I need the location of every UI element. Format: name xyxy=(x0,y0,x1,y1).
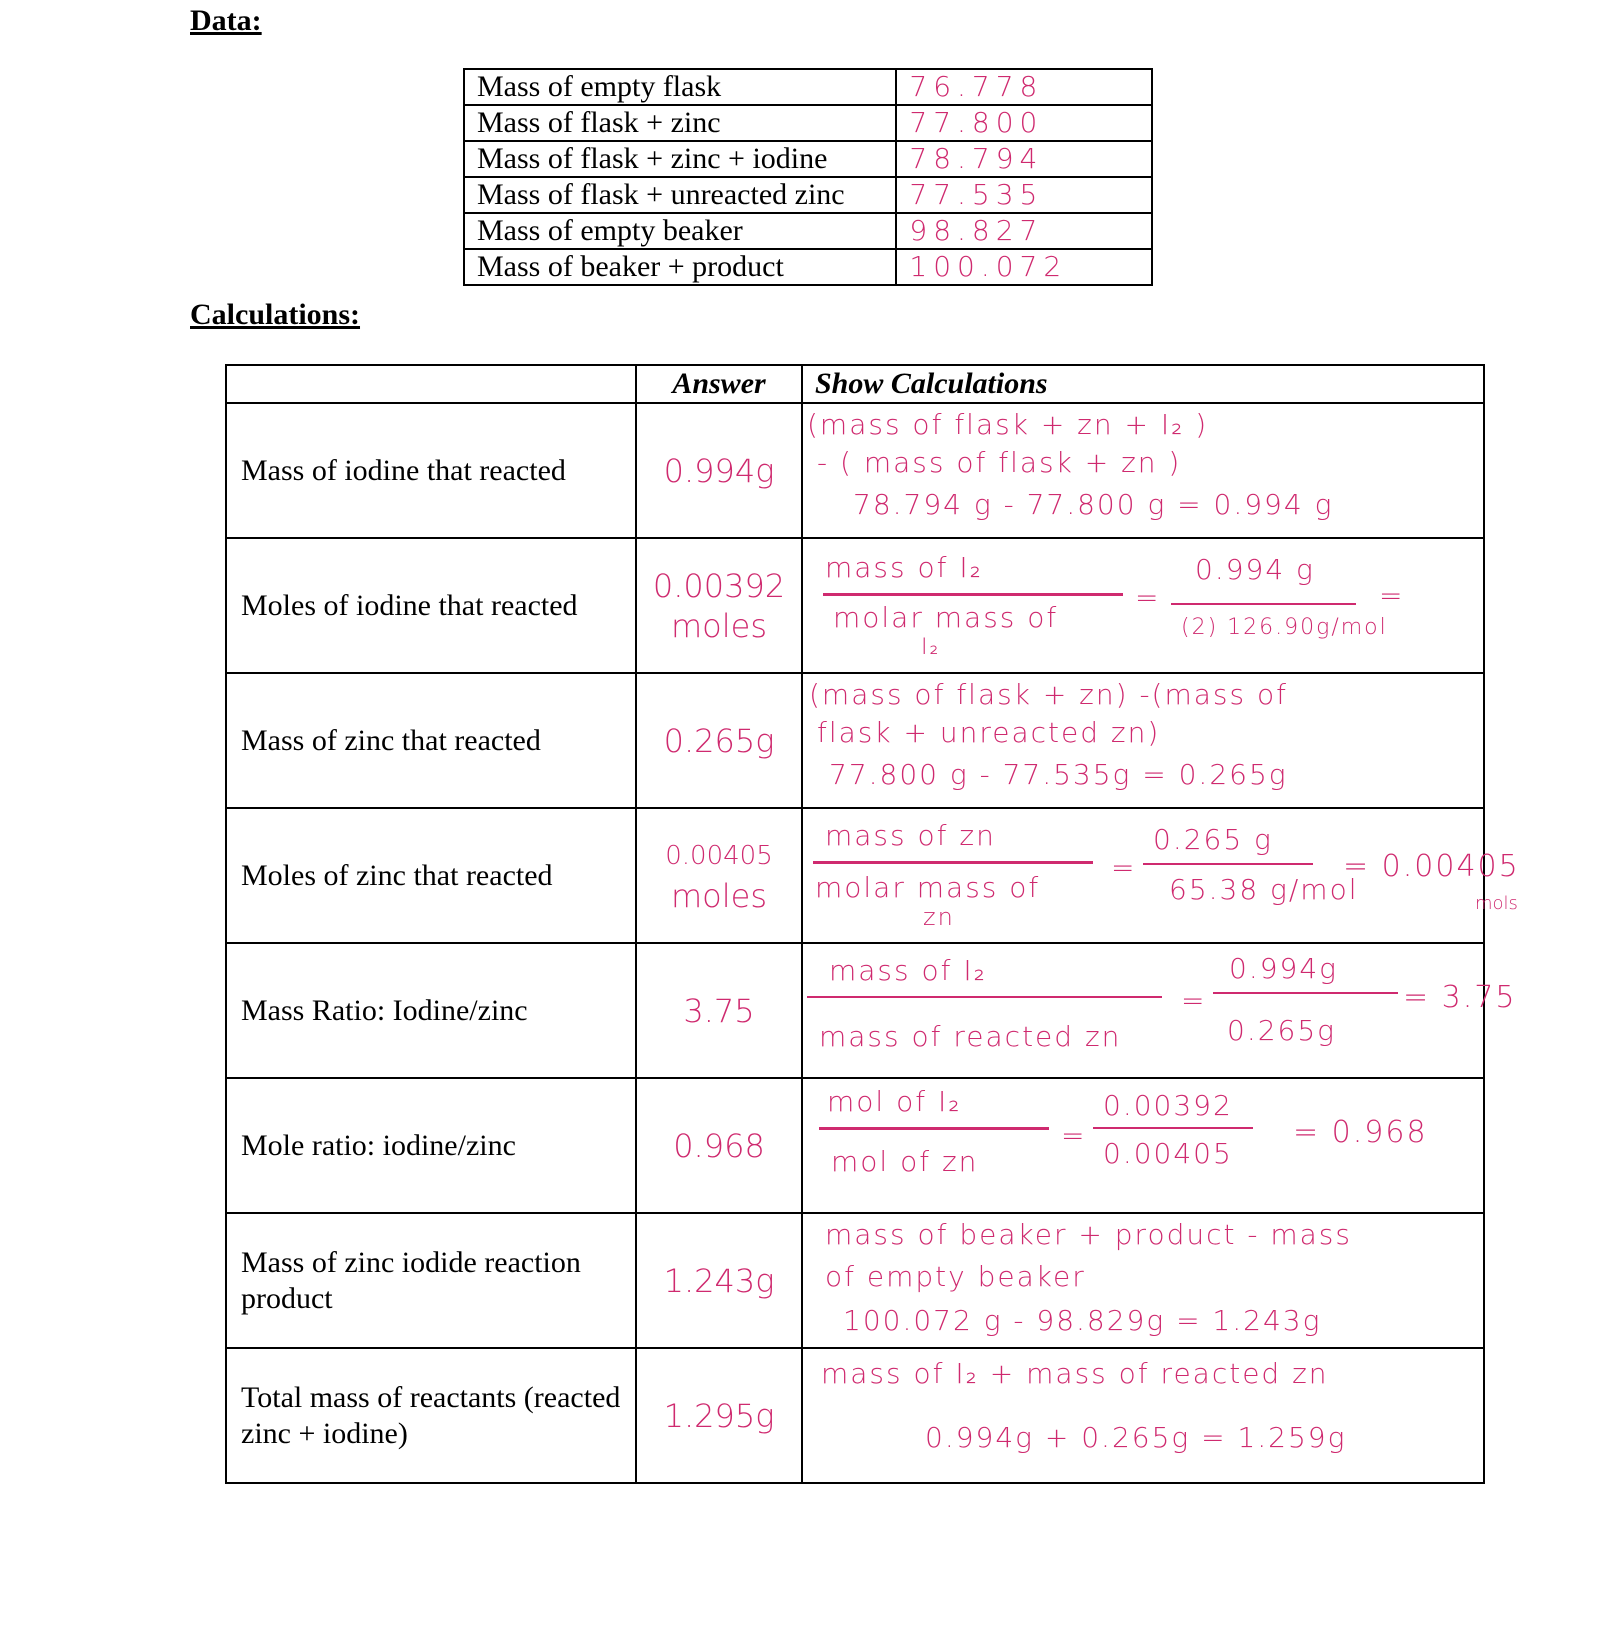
work-line: mass of beaker + product - mass xyxy=(825,1218,1352,1251)
answer-line: 0.00392 xyxy=(652,566,786,605)
result-unit: mols xyxy=(1475,893,1518,914)
header-blank xyxy=(226,365,636,403)
work-line: (mass of flask + zn + I₂ ) xyxy=(807,408,1209,441)
table-row xyxy=(464,249,1152,285)
data-label: Mass of flask + zinc xyxy=(464,105,896,141)
work-line: of empty beaker xyxy=(825,1260,1086,1293)
work-line: 77.800 g - 77.535g = 0.265g xyxy=(829,758,1288,791)
table-row xyxy=(226,673,1484,808)
data-label: Mass of empty beaker xyxy=(464,213,896,249)
calculations-table xyxy=(225,364,1520,1484)
work-line: - ( mass of flask + zn ) xyxy=(817,446,1182,479)
fraction-bar xyxy=(1093,1127,1253,1129)
data-value: 98.827 xyxy=(896,213,1152,249)
fraction-bar xyxy=(1171,603,1356,605)
quantity-label: Mass Ratio: Iodine/zinc xyxy=(226,943,636,1078)
work-cell xyxy=(802,1348,1484,1483)
data-value: 76.778 xyxy=(896,69,1152,105)
answer-value: 0.265g xyxy=(636,673,802,808)
calculations-heading: Calculations: xyxy=(190,298,361,331)
data-value: 77.535 xyxy=(896,177,1152,213)
numerator: 0.994 g xyxy=(1195,553,1315,586)
data-table xyxy=(463,68,1153,286)
table-row xyxy=(464,177,1152,213)
data-value: 100.072 xyxy=(896,249,1152,285)
work-cell xyxy=(802,808,1520,943)
answer-value xyxy=(636,808,802,943)
answer-value: 1.295g xyxy=(636,1348,802,1483)
work-line: 0.994g + 0.265g = 1.259g xyxy=(925,1421,1347,1454)
numerator: 0.994g xyxy=(1229,952,1338,985)
table-row xyxy=(226,1078,1484,1213)
equals-sign: = xyxy=(1181,984,1207,1017)
denominator: 0.265g xyxy=(1227,1014,1336,1047)
quantity-label: Mass of zinc that reacted xyxy=(226,673,636,808)
fraction-bar xyxy=(1213,992,1398,994)
denominator: I₂ xyxy=(921,635,941,660)
table-row xyxy=(226,538,1484,673)
numerator: mol of I₂ xyxy=(827,1085,962,1118)
numerator: mass of I₂ xyxy=(829,954,987,987)
denominator: (2) 126.90g/mol xyxy=(1181,615,1388,640)
fraction-bar xyxy=(823,593,1123,596)
numerator: 0.00392 xyxy=(1103,1089,1233,1122)
numerator: mass of I₂ xyxy=(825,551,983,584)
denominator: mass of reacted zn xyxy=(819,1020,1122,1053)
work-cell xyxy=(802,538,1484,673)
quantity-label: Total mass of reactants (reacted zinc + iodine) xyxy=(226,1348,636,1483)
quantity-label: Mole ratio: iodine/zinc xyxy=(226,1078,636,1213)
data-label: Mass of empty flask xyxy=(464,69,896,105)
result: = 3.75 xyxy=(1403,980,1517,1015)
fraction-bar xyxy=(813,861,1093,864)
equals-sign: = xyxy=(1111,851,1137,884)
fraction-bar xyxy=(819,1127,1049,1130)
table-row xyxy=(226,1348,1484,1483)
answer-line: 0.00405 xyxy=(665,840,773,871)
data-label: Mass of flask + zinc + iodine xyxy=(464,141,896,177)
table-row xyxy=(464,213,1152,249)
work-line: 78.794 g - 77.800 g = 0.994 g xyxy=(853,488,1334,521)
denominator: zn xyxy=(923,903,955,931)
quantity-label: Moles of iodine that reacted xyxy=(226,538,636,673)
answer-value: 0.994g xyxy=(636,403,802,538)
answer-unit: moles xyxy=(671,606,767,645)
data-label: Mass of flask + unreacted zinc xyxy=(464,177,896,213)
denominator: molar mass of xyxy=(833,601,1059,634)
header-show-calculations: Show Calculations xyxy=(802,365,1484,403)
table-row xyxy=(226,403,1484,538)
fraction-bar xyxy=(807,996,1162,998)
work-line: 100.072 g - 98.829g = 1.243g xyxy=(843,1304,1322,1337)
quantity-label: Mass of iodine that reacted xyxy=(226,403,636,538)
data-label: Mass of beaker + product xyxy=(464,249,896,285)
table-row xyxy=(226,943,1484,1078)
quantity-label: Mass of zinc iodide reaction product xyxy=(226,1213,636,1348)
answer-value: 1.243g xyxy=(636,1213,802,1348)
data-value: 78.794 xyxy=(896,141,1152,177)
table-row xyxy=(464,105,1152,141)
header-answer: Answer xyxy=(636,365,802,403)
header-row xyxy=(226,365,1484,403)
numerator: mass of zn xyxy=(825,819,996,852)
equals-sign: = xyxy=(1061,1119,1087,1152)
work-cell xyxy=(802,403,1484,538)
table-row xyxy=(226,1213,1484,1348)
numerator: 0.265 g xyxy=(1153,823,1273,856)
answer-value: 3.75 xyxy=(636,943,802,1078)
answer-unit: moles xyxy=(671,876,767,915)
denominator: 65.38 g/mol xyxy=(1169,873,1359,906)
equals-sign: = xyxy=(1379,579,1405,612)
work-cell xyxy=(802,1213,1484,1348)
answer-value xyxy=(636,538,802,673)
data-value: 77.800 xyxy=(896,105,1152,141)
denominator: mol of zn xyxy=(831,1145,979,1178)
work-cell xyxy=(802,673,1484,808)
data-heading: Data: xyxy=(190,4,262,37)
work-line: (mass of flask + zn) -(mass of xyxy=(809,678,1288,711)
work-line: mass of I₂ + mass of reacted zn xyxy=(821,1357,1329,1390)
work-cell xyxy=(802,1078,1484,1213)
table-row xyxy=(226,808,1484,943)
denominator: molar mass of xyxy=(815,871,1041,904)
fraction-bar xyxy=(1143,863,1313,865)
work-cell xyxy=(802,943,1517,1078)
answer-value: 0.968 xyxy=(636,1078,802,1213)
quantity-label: Moles of zinc that reacted xyxy=(226,808,636,943)
table-row xyxy=(464,141,1152,177)
denominator: 0.00405 xyxy=(1103,1137,1233,1170)
result: = 0.00405 xyxy=(1343,849,1520,884)
result: = 0.968 xyxy=(1293,1115,1428,1150)
table-row xyxy=(464,69,1152,105)
equals-sign: = xyxy=(1135,581,1161,614)
work-line: flask + unreacted zn) xyxy=(817,716,1161,749)
